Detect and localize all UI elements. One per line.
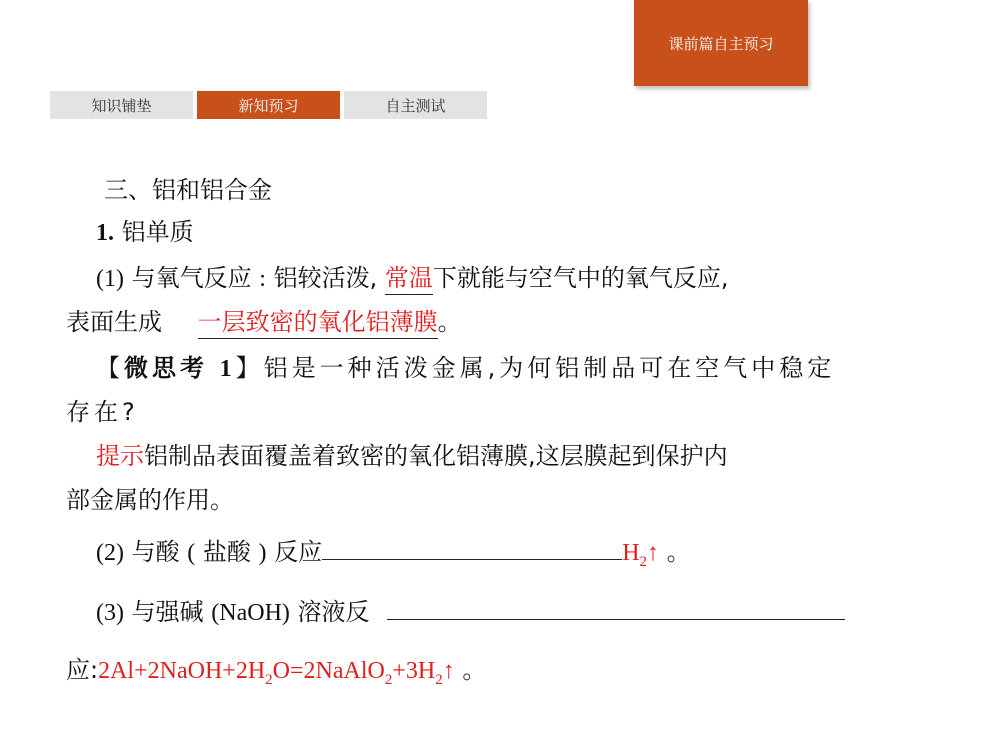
- section-corner-tab[interactable]: [634, 0, 808, 86]
- hint-line1: 提示铝制品表面覆盖着致密的氧化铝薄膜,这层膜起到保护内: [96, 442, 728, 470]
- answer-blank-4: [387, 619, 845, 620]
- item1-line2: 表面生成 一层致密的氧化铝薄膜。: [66, 306, 462, 339]
- section-heading: 三、铝和铝合金: [104, 176, 272, 204]
- nav-tabs: [50, 91, 487, 119]
- item1-line1: (1) 与氧气反应 : 铝较活泼, 常温下就能与空气中的氧气反应,: [96, 262, 729, 295]
- item3-line2: 应$:2Al+2NaOH+2H_2O=2NaAlO_2+3H_2↑$ 。: [66, 656, 487, 688]
- tab-knowledge-foundation[interactable]: 知识铺垫: [50, 91, 193, 119]
- tab-new-knowledge-preview[interactable]: 新知预习: [197, 91, 340, 119]
- answer-blank-1: 常温: [385, 262, 433, 295]
- corner-tab-label: 课前篇自主预习: [668, 34, 774, 53]
- answer-blank-2: 一层致密的氧化铝薄膜: [198, 306, 438, 339]
- equation-naoh: $2Al+2NaOH+2H_2O=2NaAlO_2+3H_2↑$: [98, 658, 455, 688]
- think-question-cont: 存在?: [66, 398, 139, 426]
- hint-label: 提示: [96, 442, 144, 470]
- item2-line: (2) 与酸 ( 盐酸 ) 反应 $H_2↑$ 。: [96, 538, 691, 570]
- answer-blank-3: [322, 559, 622, 560]
- item3-line1: (3) 与强碱 (NaOH) 溶液反: [96, 596, 845, 629]
- answer-3-visible: $H_2↑$: [622, 540, 660, 570]
- think-question: 【微思考 1】铝是一种活泼金属,为何铝制品可在空气中稳定: [96, 354, 836, 382]
- hint-line2: 部金属的作用。: [66, 486, 234, 514]
- subsection-title: 1. 铝单质: [96, 218, 194, 246]
- tab-self-test[interactable]: 自主测试: [344, 91, 487, 119]
